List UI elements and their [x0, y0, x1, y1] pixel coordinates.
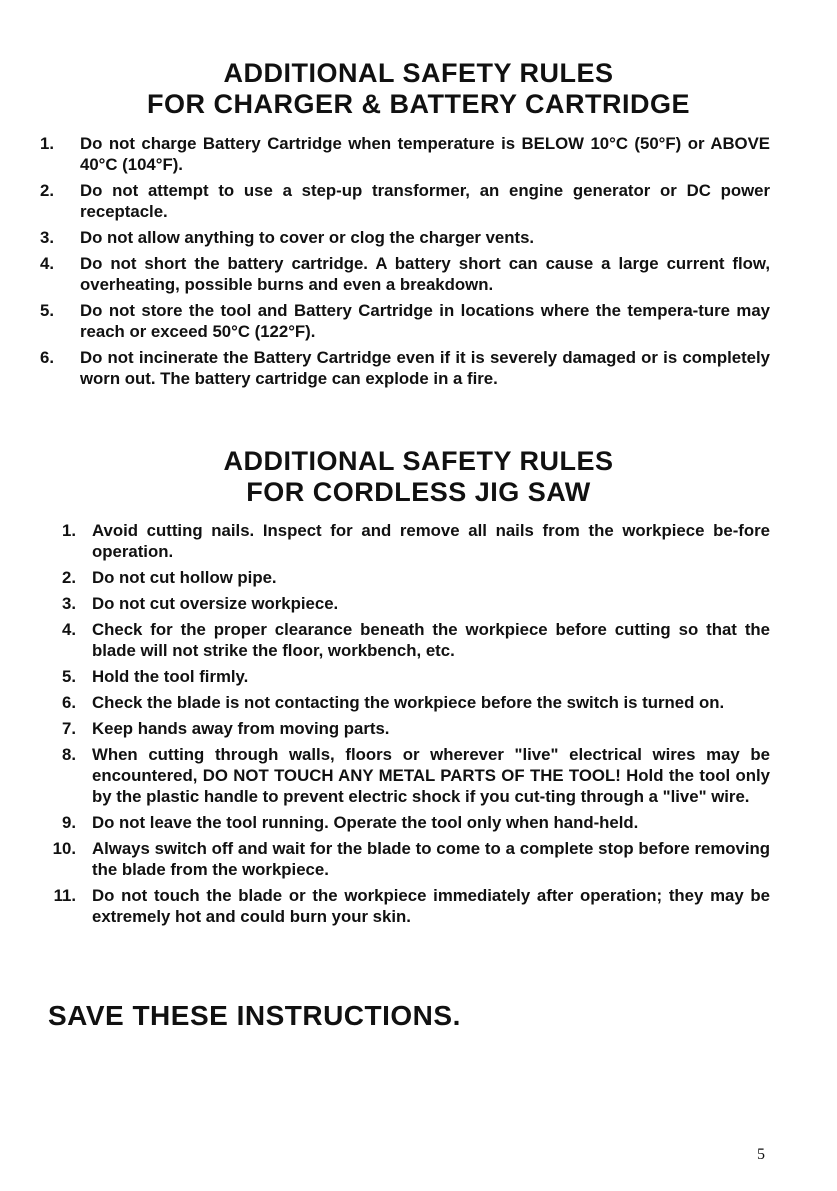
section1-title: [0, 58, 837, 120]
item-text: Avoid cutting nails. Inspect for and remove all nails from the workpiece be-fore operation.: [92, 521, 770, 561]
item-text: When cutting through walls, floors or wherever "live" electrical wires may be encountered, DO NOT TOUCH ANY METAL PARTS OF THE TOOL! Hold the tool only by the plastic handle to prevent electric shock if you cut-ting through a "live" wire.: [92, 745, 770, 806]
item-text: Do not cut oversize workpiece.: [92, 594, 339, 613]
list-item: [40, 300, 770, 342]
item-text: Check the blade is not contacting the workpiece before the switch is turned on.: [92, 693, 725, 712]
item-text: Do not leave the tool running. Operate the tool only when hand-held.: [92, 813, 639, 832]
list-item: [40, 619, 770, 661]
item-text: Always switch off and wait for the blade to come to a complete stop before removing the blade from the workpiece.: [92, 839, 770, 879]
item-number: 3.: [40, 228, 54, 247]
item-number: 8.: [62, 745, 76, 764]
item-number: 2.: [40, 181, 54, 200]
item-number: 4.: [62, 620, 76, 639]
item-text: Do not touch the blade or the workpiece immediately after operation; they may be extremely hot and could burn your skin.: [92, 886, 770, 926]
item-text: Do not attempt to use a step-up transformer, an engine generator or DC power receptacle.: [80, 181, 770, 221]
list-item: [40, 744, 770, 807]
page-number: 5: [757, 1146, 765, 1163]
item-text: Hold the tool firmly.: [92, 667, 249, 686]
list-item: [40, 567, 770, 588]
item-number: 11.: [53, 886, 76, 905]
item-number: 1.: [40, 134, 54, 153]
list-item: [40, 180, 770, 222]
item-text: Do not allow anything to cover or clog the charger vents.: [80, 228, 535, 247]
section2-title-line1: ADDITIONAL SAFETY RULES: [223, 446, 614, 476]
item-text: Do not incinerate the Battery Cartridge even if it is severely damaged or is completely worn out. The battery cartridge can explode in a fire.: [80, 348, 770, 388]
charger-rules-list: [40, 133, 770, 394]
item-number: 10.: [52, 839, 76, 858]
section2-title: [0, 446, 837, 508]
list-item: [40, 885, 770, 927]
section2-title-line2: FOR CORDLESS JIG SAW: [246, 477, 591, 507]
list-item: [40, 692, 770, 713]
item-text: Do not store the tool and Battery Cartridge in locations where the tempera-ture may reach or exceed 50°C (122°F).: [80, 301, 770, 341]
item-number: 3.: [62, 594, 76, 613]
section1-title-line1: ADDITIONAL SAFETY RULES: [223, 58, 614, 88]
list-item: [40, 347, 770, 389]
list-item: [40, 838, 770, 880]
item-text: Do not cut hollow pipe.: [92, 568, 277, 587]
item-text: Do not short the battery cartridge. A battery short can cause a large current flow, overheating, possible burns and even a breakdown.: [80, 254, 770, 294]
list-item: [40, 227, 770, 248]
item-number: 1.: [62, 521, 76, 540]
item-number: 5.: [62, 667, 76, 686]
jigsaw-rules-list: [40, 520, 770, 932]
list-item: [40, 666, 770, 687]
list-item: [40, 812, 770, 833]
list-item: [40, 253, 770, 295]
item-number: 7.: [62, 719, 76, 738]
section1-title-line2: FOR CHARGER & BATTERY CARTRIDGE: [146, 89, 690, 119]
list-item: [40, 133, 770, 175]
item-number: 5.: [40, 301, 54, 320]
item-text: Do not charge Battery Cartridge when temperature is BELOW 10°C (50°F) or ABOVE 40°C (104°F).: [80, 134, 770, 174]
list-item: [40, 593, 770, 614]
item-text: Check for the proper clearance beneath the workpiece before cutting so that the blade will not strike the floor, workbench, etc.: [92, 620, 770, 660]
item-number: 2.: [62, 568, 76, 587]
item-number: 4.: [40, 254, 54, 273]
item-number: 9.: [62, 813, 76, 832]
item-text: Keep hands away from moving parts.: [92, 719, 390, 738]
item-number: 6.: [62, 693, 76, 712]
save-instructions-heading: SAVE THESE INSTRUCTIONS.: [48, 1000, 461, 1031]
list-item: [40, 520, 770, 562]
list-item: [40, 718, 770, 739]
item-number: 6.: [40, 348, 54, 367]
